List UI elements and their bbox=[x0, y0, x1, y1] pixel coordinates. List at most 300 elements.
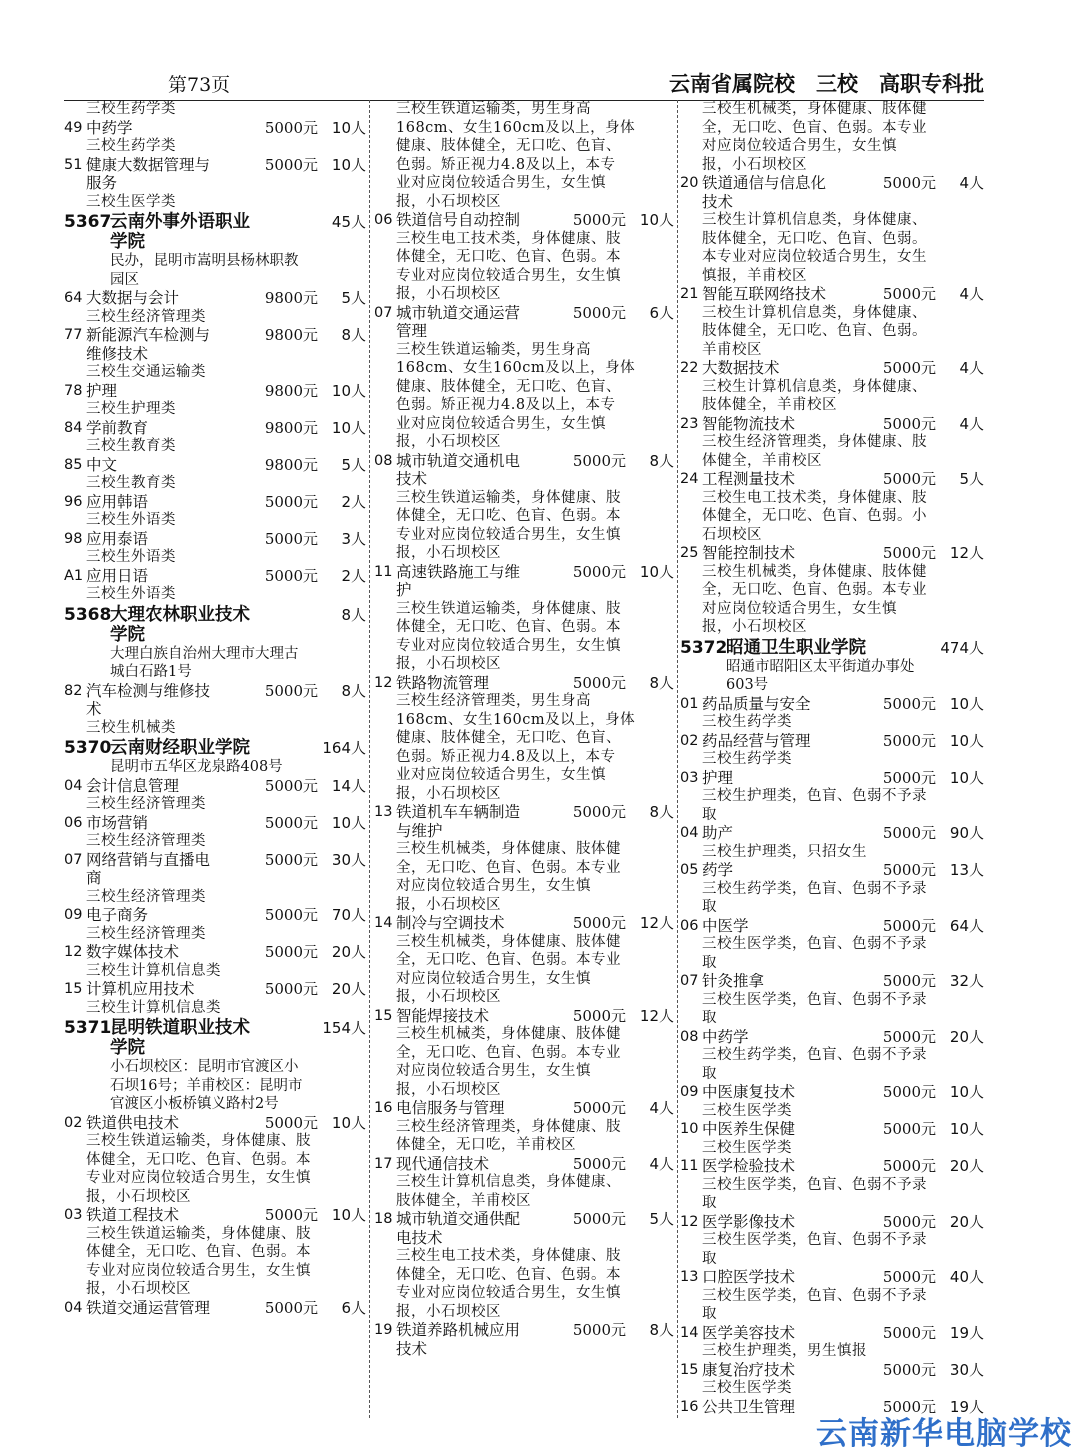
major-name: 健康大数据管理与 服务 bbox=[86, 155, 211, 192]
tuition-fee: 5000元 bbox=[882, 972, 936, 990]
major-code: 64 bbox=[64, 290, 83, 306]
enrollment-quota: 10人 bbox=[331, 118, 366, 137]
major-entry bbox=[680, 861, 984, 880]
requirement-note: 三校生医学类 bbox=[702, 1380, 792, 1396]
tuition-fee: 5000元 bbox=[264, 1113, 318, 1132]
requirement-note: 三校生药学类 bbox=[702, 714, 792, 730]
major-code: 25 bbox=[680, 545, 699, 561]
major-code: 20 bbox=[680, 175, 699, 191]
tuition-fee: 5000元 bbox=[882, 174, 936, 192]
major-code: 15 bbox=[64, 981, 83, 997]
tuition-fee: 9800元 bbox=[264, 289, 318, 307]
major-entry bbox=[374, 211, 674, 230]
major-code: 07 bbox=[374, 304, 393, 321]
enrollment-quota: 2人 bbox=[341, 492, 366, 511]
tuition-fee: 5000元 bbox=[572, 1099, 626, 1117]
major-code: 23 bbox=[680, 415, 699, 432]
major-name: 针灸推拿 bbox=[702, 972, 765, 990]
enrollment-quota: 20人 bbox=[949, 1212, 984, 1231]
requirement-note: 三校生铁道运输类，男生身高 168cm、女生160cm及以上，身体 健康、肢体健全，无口吃、色盲、 色弱。矫正视力4.8及以上，本专 业对应岗位较适合男生，女生慎 报，小石坝校区 bbox=[396, 101, 636, 210]
tuition-fee: 5000元 bbox=[572, 1154, 626, 1173]
major-code: 49 bbox=[64, 119, 83, 136]
tuition-fee: 5000元 bbox=[264, 980, 318, 998]
major-code: 06 bbox=[374, 212, 393, 228]
major-code: 05 bbox=[680, 862, 699, 878]
requirement-note: 三校生医学类，色盲、色弱不予录 取 bbox=[702, 1287, 927, 1322]
requirement-note: 三校生铁道运输类，男生身高 168cm、女生160cm及以上，身体 健康、肢体健全，无口吃、色盲、 色弱。矫正视力4.8及以上，本专 业对应岗位较适合男生，女生慎 报，小石坝校区 bbox=[396, 341, 636, 450]
enrollment-quota: 10人 bbox=[331, 1113, 366, 1132]
major-name: 智能焊接技术 bbox=[396, 1006, 490, 1025]
major-entry bbox=[374, 803, 674, 840]
column-divider bbox=[369, 100, 370, 1418]
enrollment-quota: 8人 bbox=[341, 326, 366, 344]
major-name: 数字媒体技术 bbox=[86, 943, 180, 961]
requirement-note: 三校生经济管理类 bbox=[86, 833, 206, 849]
major-code: 18 bbox=[374, 1211, 393, 1227]
tuition-fee: 5000元 bbox=[882, 1157, 936, 1175]
major-name: 新能源汽车检测与 维修技术 bbox=[86, 326, 211, 363]
major-name: 药品质量与安全 bbox=[702, 694, 811, 713]
enrollment-quota: 10人 bbox=[949, 1120, 984, 1138]
major-name: 助产 bbox=[702, 824, 734, 842]
major-name: 学前教育 bbox=[86, 418, 149, 437]
enrollment-quota: 2人 bbox=[341, 566, 366, 585]
major-code: 14 bbox=[680, 1324, 699, 1341]
tuition-fee: 5000元 bbox=[572, 211, 626, 229]
institution-code: 5371 bbox=[64, 1018, 112, 1038]
enrollment-quota: 4人 bbox=[959, 359, 984, 377]
column-1 bbox=[64, 100, 366, 1418]
major-code: 09 bbox=[64, 907, 83, 923]
major-code: 07 bbox=[680, 973, 699, 989]
institution-quota: 164人 bbox=[322, 739, 366, 757]
requirement-note: 三校生经济管理类 bbox=[86, 888, 206, 905]
institution-address: 昆明市五华区龙泉路408号 bbox=[110, 759, 283, 775]
enrollment-quota: 64人 bbox=[949, 916, 984, 935]
major-entry bbox=[680, 285, 984, 304]
requirement-note: 三校生医学类 bbox=[86, 193, 176, 210]
tuition-fee: 5000元 bbox=[882, 1268, 936, 1286]
major-code: 19 bbox=[374, 1322, 393, 1338]
requirement-note: 三校生经济管理类，身体健康、肢 体健全，无口吃，羊甫校区 bbox=[396, 1118, 621, 1153]
enrollment-quota: 12人 bbox=[639, 1006, 674, 1025]
major-name: 制冷与空调技术 bbox=[396, 914, 505, 932]
institution-address: 小石坝校区：昆明市官渡区小 石坝16号；羊甫校区：昆明市 官渡区小板桥镇义路村2号 bbox=[110, 1059, 303, 1112]
tuition-fee: 9800元 bbox=[264, 326, 318, 344]
requirement-note: 三校生护理类，色盲、色弱不予录 取 bbox=[702, 788, 927, 823]
major-code: 15 bbox=[680, 1361, 699, 1378]
tuition-fee: 5000元 bbox=[882, 470, 936, 488]
enrollment-quota: 5人 bbox=[341, 289, 366, 307]
enrollment-quota: 5人 bbox=[341, 455, 366, 474]
enrollment-quota: 10人 bbox=[949, 768, 984, 787]
requirement-note: 三校生铁道运输类，身体健康、肢 体健全，无口吃、色盲、色弱。本 专业对应岗位较适合男生，女生慎 报，小石坝校区 bbox=[86, 1133, 311, 1205]
major-entry bbox=[680, 1157, 984, 1176]
major-code: 78 bbox=[64, 382, 83, 399]
major-entry bbox=[374, 1155, 674, 1174]
requirement-note: 三校生经济管理类，身体健康、肢 体健全，羊甫校区 bbox=[702, 434, 927, 469]
major-code: 10 bbox=[680, 1121, 699, 1137]
major-entry bbox=[374, 1099, 674, 1118]
major-name: 智能控制技术 bbox=[702, 544, 796, 562]
tuition-fee: 5000元 bbox=[882, 414, 936, 433]
major-entry bbox=[374, 1007, 674, 1026]
enrollment-quota: 20人 bbox=[331, 943, 366, 961]
requirement-note: 三校生电工技术类，身体健康、肢 体健全，无口吃、色盲、色弱。小 石坝校区 bbox=[702, 489, 927, 543]
tuition-fee: 5000元 bbox=[264, 681, 318, 700]
major-name: 中药学 bbox=[86, 118, 133, 137]
major-entry bbox=[374, 304, 674, 341]
tuition-fee: 5000元 bbox=[264, 155, 318, 174]
requirement-note: 三校生计算机信息类 bbox=[86, 962, 221, 979]
major-name: 医学影像技术 bbox=[702, 1212, 796, 1231]
page-header bbox=[64, 70, 984, 101]
major-code: 04 bbox=[680, 825, 699, 841]
tuition-fee: 5000元 bbox=[882, 359, 936, 377]
major-entry bbox=[680, 732, 984, 751]
requirement-note: 三校生医学类，色盲、色弱不予录 取 bbox=[702, 1232, 927, 1267]
enrollment-quota: 70人 bbox=[331, 906, 366, 924]
tuition-fee: 9800元 bbox=[264, 418, 318, 437]
requirement-note: 三校生铁道运输类，身体健康、肢 体健全，无口吃、色盲、色弱。本 专业对应岗位较适合男生，女生慎 报，小石坝校区 bbox=[396, 489, 621, 561]
enrollment-quota: 32人 bbox=[949, 972, 984, 990]
requirement-note: 三校生机械类 bbox=[86, 719, 176, 736]
requirement-note: 三校生外语类 bbox=[86, 586, 176, 602]
major-code: 16 bbox=[680, 1398, 699, 1415]
major-code: 14 bbox=[374, 915, 393, 931]
major-code: 02 bbox=[680, 732, 699, 749]
enrollment-quota: 10人 bbox=[639, 562, 674, 581]
institution-entry bbox=[64, 212, 366, 252]
institution-code: 5367 bbox=[64, 212, 112, 232]
tuition-fee: 5000元 bbox=[882, 1212, 936, 1231]
major-code: 13 bbox=[374, 804, 393, 820]
requirement-note: 三校生医学类，色盲、色弱不予录 取 bbox=[702, 936, 927, 971]
requirement-note: 三校生计算机信息类 bbox=[86, 999, 221, 1016]
major-code: 82 bbox=[64, 682, 83, 699]
column-3 bbox=[680, 100, 984, 1418]
enrollment-quota: 3人 bbox=[341, 529, 366, 548]
major-name: 现代通信技术 bbox=[396, 1154, 490, 1173]
tuition-fee: 5000元 bbox=[264, 1298, 318, 1317]
institution-name: 昆明铁道职业技术 学院 bbox=[110, 1018, 250, 1058]
major-entry bbox=[680, 470, 984, 489]
enrollment-quota: 40人 bbox=[949, 1268, 984, 1286]
enrollment-quota: 12人 bbox=[639, 914, 674, 932]
major-code: 03 bbox=[680, 769, 699, 786]
requirement-note: 三校生经济管理类 bbox=[86, 796, 206, 812]
major-entry bbox=[680, 359, 984, 378]
major-name: 市场营销 bbox=[86, 813, 149, 832]
tuition-fee: 5000元 bbox=[882, 1120, 936, 1138]
major-name: 城市轨道交通供配 电技术 bbox=[396, 1210, 521, 1247]
major-entry bbox=[680, 174, 984, 211]
major-name: 工程测量技术 bbox=[702, 470, 796, 488]
major-code: 02 bbox=[64, 1114, 83, 1131]
major-entry bbox=[680, 824, 984, 843]
tuition-fee: 5000元 bbox=[572, 562, 626, 581]
major-name: 医学美容技术 bbox=[702, 1323, 796, 1342]
requirement-note: 三校生铁道运输类，身体健康、肢 体健全，无口吃、色盲、色弱。本 专业对应岗位较适合男生，女生慎 报，小石坝校区 bbox=[86, 1225, 311, 1297]
major-name: 智能互联网络技术 bbox=[702, 285, 827, 303]
major-code: 07 bbox=[64, 851, 83, 868]
major-name: 会计信息管理 bbox=[86, 776, 180, 795]
tuition-fee: 5000元 bbox=[264, 906, 318, 924]
institution-quota: 154人 bbox=[322, 1019, 366, 1037]
tuition-fee: 5000元 bbox=[572, 451, 626, 470]
major-name: 药品经营与管理 bbox=[702, 731, 811, 750]
major-entry bbox=[374, 914, 674, 933]
major-code: 06 bbox=[64, 814, 83, 831]
tuition-fee: 5000元 bbox=[882, 824, 936, 842]
enrollment-quota: 4人 bbox=[649, 1099, 674, 1117]
enrollment-quota: 8人 bbox=[649, 673, 674, 692]
major-code: 85 bbox=[64, 456, 83, 473]
major-code: 84 bbox=[64, 419, 83, 436]
major-code: 12 bbox=[374, 674, 393, 691]
major-name: 高速铁路施工与维 护 bbox=[396, 562, 521, 599]
requirement-note: 三校生经济管理类，男生身高 168cm、女生160cm及以上，身体 健康、肢体健全，无口吃、色盲、 色弱。矫正视力4.8及以上，本专 业对应岗位较适合男生，女生慎 报，小石坝校区 bbox=[396, 693, 636, 802]
column-2 bbox=[374, 100, 674, 1418]
major-entry bbox=[64, 419, 366, 438]
requirement-note: 三校生护理类 bbox=[86, 401, 176, 417]
major-code: 96 bbox=[64, 493, 83, 510]
tuition-fee: 5000元 bbox=[572, 303, 626, 322]
major-entry bbox=[64, 814, 366, 833]
major-name: 护理 bbox=[702, 768, 734, 787]
major-entry bbox=[64, 682, 366, 719]
major-code: 15 bbox=[374, 1007, 393, 1024]
requirement-note: 三校生机械类，身体健康、肢体健 全，无口吃、色盲、色弱。本专业 对应岗位较适合男生，女生慎 报，小石坝校区 bbox=[396, 841, 621, 913]
major-entry bbox=[374, 674, 674, 693]
tuition-fee: 5000元 bbox=[882, 1323, 936, 1342]
enrollment-quota: 12人 bbox=[949, 544, 984, 562]
major-entry bbox=[680, 769, 984, 788]
institution-quota: 474人 bbox=[940, 638, 984, 657]
tuition-fee: 5000元 bbox=[572, 673, 626, 692]
major-name: 智能物流技术 bbox=[702, 414, 796, 433]
enrollment-quota: 14人 bbox=[331, 776, 366, 795]
institution-address: 民办，昆明市嵩明县杨林职教 园区 bbox=[110, 253, 299, 288]
requirement-note: 三校生计算机信息类，身体健康、 肢体健全，无口吃、色盲、色弱。 羊甫校区 bbox=[702, 304, 927, 358]
enrollment-quota: 10人 bbox=[331, 1206, 366, 1224]
major-entry bbox=[680, 917, 984, 936]
institution-name: 云南财经职业学院 bbox=[110, 738, 250, 758]
major-entry bbox=[64, 1299, 366, 1318]
major-entry bbox=[64, 851, 366, 888]
major-name: 铁道供电技术 bbox=[86, 1113, 180, 1132]
requirement-note: 三校生药学类 bbox=[86, 101, 176, 117]
page-number: 第73页 bbox=[168, 74, 231, 96]
institution-entry bbox=[64, 738, 366, 758]
requirement-note: 三校生电工技术类，身体健康、肢 体健全，无口吃、色盲、色弱。本 专业对应岗位较适合男生，女生慎 报，小石坝校区 bbox=[396, 230, 621, 302]
tuition-fee: 5000元 bbox=[264, 943, 318, 961]
requirement-note: 三校生药学类 bbox=[702, 751, 792, 767]
major-entry bbox=[64, 906, 366, 925]
tuition-fee: 5000元 bbox=[882, 544, 936, 562]
enrollment-quota: 10人 bbox=[639, 211, 674, 229]
tuition-fee: 5000元 bbox=[882, 768, 936, 787]
major-code: 06 bbox=[680, 917, 699, 934]
major-name: 应用泰语 bbox=[86, 529, 149, 548]
major-entry bbox=[680, 695, 984, 714]
major-code: 17 bbox=[374, 1155, 393, 1172]
major-code: 08 bbox=[374, 452, 393, 469]
institution-code: 5368 bbox=[64, 604, 112, 625]
institution-code: 5372 bbox=[680, 637, 728, 658]
tuition-fee: 5000元 bbox=[264, 850, 318, 869]
major-code: 12 bbox=[680, 1213, 699, 1230]
major-entry bbox=[680, 1028, 984, 1047]
requirement-note: 三校生医学类，色盲、色弱不予录 取 bbox=[702, 1176, 927, 1211]
tuition-fee: 5000元 bbox=[882, 1397, 936, 1416]
tuition-fee: 5000元 bbox=[264, 529, 318, 548]
major-name: 电子商务 bbox=[86, 906, 149, 924]
major-entry bbox=[680, 972, 984, 991]
major-name: 计算机应用技术 bbox=[86, 980, 195, 998]
tuition-fee: 5000元 bbox=[572, 1210, 626, 1228]
major-name: 大数据技术 bbox=[702, 359, 780, 377]
tuition-fee: 5000元 bbox=[882, 1083, 936, 1101]
major-name: 城市轨道交通运营 管理 bbox=[396, 303, 521, 340]
major-code: 77 bbox=[64, 327, 83, 343]
tuition-fee: 5000元 bbox=[264, 118, 318, 137]
requirement-note: 三校生药学类，色盲、色弱不予录 取 bbox=[702, 1047, 927, 1082]
enrollment-quota: 20人 bbox=[949, 1157, 984, 1175]
major-code: 08 bbox=[680, 1028, 699, 1045]
major-name: 应用日语 bbox=[86, 566, 149, 585]
institution-name: 大理农林职业技术 学院 bbox=[110, 604, 250, 645]
requirement-note: 三校生机械类，身体健康、肢体健 全，无口吃、色盲、色弱。本专业 对应岗位较适合男生，女生慎 报，小石坝校区 bbox=[396, 1026, 621, 1098]
requirement-note: 三校生铁道运输类，身体健康、肢 体健全，无口吃、色盲、色弱。本 专业对应岗位较适合男生，女生慎 报，小石坝校区 bbox=[396, 600, 621, 672]
major-entry bbox=[680, 1120, 984, 1139]
major-entry bbox=[374, 1321, 674, 1358]
major-code: 98 bbox=[64, 530, 83, 547]
enrollment-quota: 30人 bbox=[331, 850, 366, 869]
major-entry bbox=[64, 119, 366, 138]
requirement-note: 三校生机械类，身体健康、肢体健 全，无口吃、色盲、色弱。本专业 对应岗位较适合男生，女生慎 报，小石坝校区 bbox=[396, 933, 621, 1005]
major-entry bbox=[64, 980, 366, 999]
tuition-fee: 9800元 bbox=[264, 455, 318, 474]
enrollment-quota: 10人 bbox=[949, 1083, 984, 1101]
requirement-note: 三校生护理类，男生慎报 bbox=[702, 1343, 867, 1359]
enrollment-quota: 4人 bbox=[959, 174, 984, 192]
tuition-fee: 5000元 bbox=[882, 1360, 936, 1379]
enrollment-quota: 6人 bbox=[649, 303, 674, 322]
major-code: 04 bbox=[64, 1299, 83, 1316]
watermark-text: 云南新华电脑学校 bbox=[816, 1416, 1072, 1452]
major-code: 21 bbox=[680, 286, 699, 302]
requirement-note: 三校生外语类 bbox=[86, 549, 176, 565]
enrollment-quota: 13人 bbox=[949, 861, 984, 879]
major-code: 09 bbox=[680, 1084, 699, 1100]
major-name: 铁道交通运营管理 bbox=[86, 1298, 211, 1317]
major-name: 铁道养路机械应用 技术 bbox=[396, 1321, 521, 1358]
major-entry bbox=[64, 493, 366, 512]
enrollment-quota: 6人 bbox=[341, 1298, 366, 1317]
enrollment-quota: 4人 bbox=[959, 285, 984, 303]
major-entry bbox=[64, 567, 366, 586]
major-entry bbox=[64, 530, 366, 549]
requirement-note: 三校生教育类 bbox=[86, 438, 176, 454]
major-name: 口腔医学技术 bbox=[702, 1268, 796, 1286]
major-entry bbox=[374, 563, 674, 600]
tuition-fee: 5000元 bbox=[264, 566, 318, 585]
requirement-note: 三校生计算机信息类，身体健康、 肢体健全，羊甫校区 bbox=[702, 378, 927, 413]
major-name: 药学 bbox=[702, 861, 734, 879]
tuition-fee: 5000元 bbox=[882, 1027, 936, 1046]
enrollment-quota: 10人 bbox=[949, 694, 984, 713]
major-name: 城市轨道交通机电 技术 bbox=[396, 451, 521, 488]
tuition-fee: 5000元 bbox=[264, 813, 318, 832]
major-entry bbox=[64, 456, 366, 475]
major-name: 公共卫生管理 bbox=[702, 1397, 796, 1416]
major-entry bbox=[64, 1206, 366, 1225]
institution-address: 大理白族自治州大理市大理古 城白石路1号 bbox=[110, 645, 299, 680]
major-name: 中医学 bbox=[702, 916, 749, 935]
major-name: 中医养生保健 bbox=[702, 1120, 796, 1138]
enrollment-quota: 20人 bbox=[949, 1027, 984, 1046]
requirement-note: 三校生经济管理类 bbox=[86, 308, 206, 325]
major-code: 16 bbox=[374, 1100, 393, 1116]
tuition-fee: 5000元 bbox=[264, 1206, 318, 1224]
tuition-fee: 5000元 bbox=[882, 916, 936, 935]
major-entry bbox=[64, 1114, 366, 1133]
enrollment-quota: 8人 bbox=[649, 803, 674, 821]
tuition-fee: 5000元 bbox=[572, 1321, 626, 1339]
major-entry bbox=[64, 326, 366, 363]
enrollment-quota: 8人 bbox=[649, 1321, 674, 1339]
institution-name: 云南外事外语职业 学院 bbox=[110, 212, 250, 252]
major-name: 铁道信号自动控制 bbox=[396, 211, 521, 229]
tuition-fee: 5000元 bbox=[572, 803, 626, 821]
major-name: 医学检验技术 bbox=[702, 1157, 796, 1175]
enrollment-quota: 8人 bbox=[341, 681, 366, 700]
institution-name: 昭通卫生职业学院 bbox=[726, 637, 866, 658]
major-entry bbox=[64, 382, 366, 401]
tuition-fee: 5000元 bbox=[572, 914, 626, 932]
enrollment-quota: 90人 bbox=[949, 824, 984, 842]
major-entry bbox=[680, 1083, 984, 1102]
section-title: 云南省属院校 三校 高职专科批 bbox=[669, 72, 984, 96]
major-code: A1 bbox=[64, 567, 84, 584]
requirement-note: 三校生药学类 bbox=[86, 138, 176, 154]
enrollment-quota: 5人 bbox=[649, 1210, 674, 1228]
institution-entry bbox=[680, 638, 984, 658]
tuition-fee: 5000元 bbox=[882, 731, 936, 750]
major-code: 01 bbox=[680, 695, 699, 712]
requirement-note: 三校生经济管理类 bbox=[86, 925, 206, 942]
major-entry bbox=[680, 1361, 984, 1380]
major-name: 铁路物流管理 bbox=[396, 673, 490, 692]
enrollment-quota: 10人 bbox=[331, 155, 366, 174]
requirement-note: 三校生交通运输类 bbox=[86, 364, 206, 380]
requirement-note: 三校生教育类 bbox=[86, 475, 176, 491]
major-name: 中药学 bbox=[702, 1027, 749, 1046]
institution-quota: 8人 bbox=[341, 605, 366, 624]
major-code: 51 bbox=[64, 156, 83, 173]
enrollment-quota: 4人 bbox=[649, 1154, 674, 1173]
tuition-fee: 5000元 bbox=[882, 285, 936, 303]
requirement-note: 三校生计算机信息类，身体健康、 肢体健全，羊甫校区 bbox=[396, 1174, 621, 1209]
enrollment-quota: 10人 bbox=[331, 381, 366, 400]
major-code: 04 bbox=[64, 777, 83, 794]
requirement-note: 三校生医学类 bbox=[702, 1139, 792, 1156]
enrollment-quota: 19人 bbox=[949, 1397, 984, 1416]
requirement-note: 三校生护理类，只招女生 bbox=[702, 843, 867, 860]
enrollment-quota: 4人 bbox=[959, 414, 984, 433]
major-name: 铁道通信与信息化 技术 bbox=[702, 174, 827, 211]
